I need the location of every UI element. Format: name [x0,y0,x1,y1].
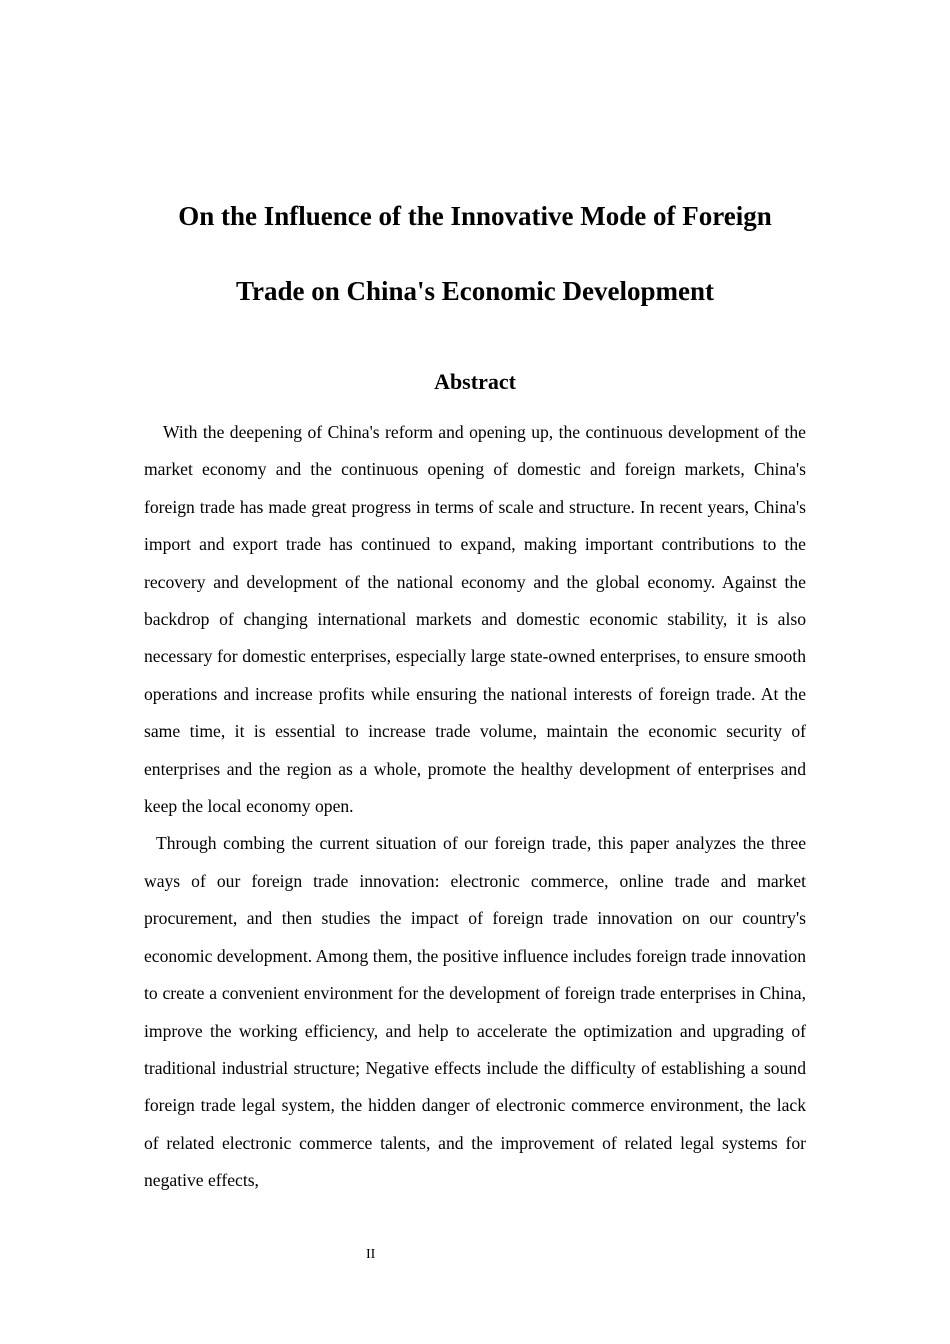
abstract-paragraph-1: With the deepening of China's reform and opening up, the continuous development of the market economy and the continuous opening of domestic and foreign markets, China's foreign trade has made great progress in terms of scale and structure. In recent years, China's import and export trade has continued to expand, making important contributions to the recovery and development of the national economy and the global economy. Against the backdrop of changing international markets and domestic economic stability, it is also necessary for domestic enterprises, especially large state-owned enterprises, to ensure smooth operations and increase profits while ensuring the national interests of foreign trade. At the same time, it is essential to increase trade volume, maintain the economic security of enterprises and the region as a whole, promote the healthy development of enterprises and keep the local economy open. [144,422,806,817]
title-line-1: On the Influence of the Innovative Mode of Foreign [178,201,772,231]
abstract-heading: Abstract [434,369,516,394]
title-line-2: Trade on China's Economic Development [236,276,714,306]
abstract-paragraph-2: Through combing the current situation of our foreign trade, this paper analyzes the three ways of our foreign trade innovation: electronic commerce, online trade and market procurement, and then studies the impact of foreign trade innovation on our country's economic development. Among them, the positive influence includes foreign trade innovation to create a convenient environment for the development of foreign trade enterprises in China, improve the working efficiency, and help to accelerate the optimization and upgrading of traditional industrial structure; Negative effects include the difficulty of establishing a sound foreign trade legal system, the hidden danger of electronic commerce environment, the lack of related electronic commerce talents, and the improvement of related legal systems for negative effects, [144,833,806,1191]
abstract-body [144,414,806,1200]
page-number: II [366,1247,376,1262]
